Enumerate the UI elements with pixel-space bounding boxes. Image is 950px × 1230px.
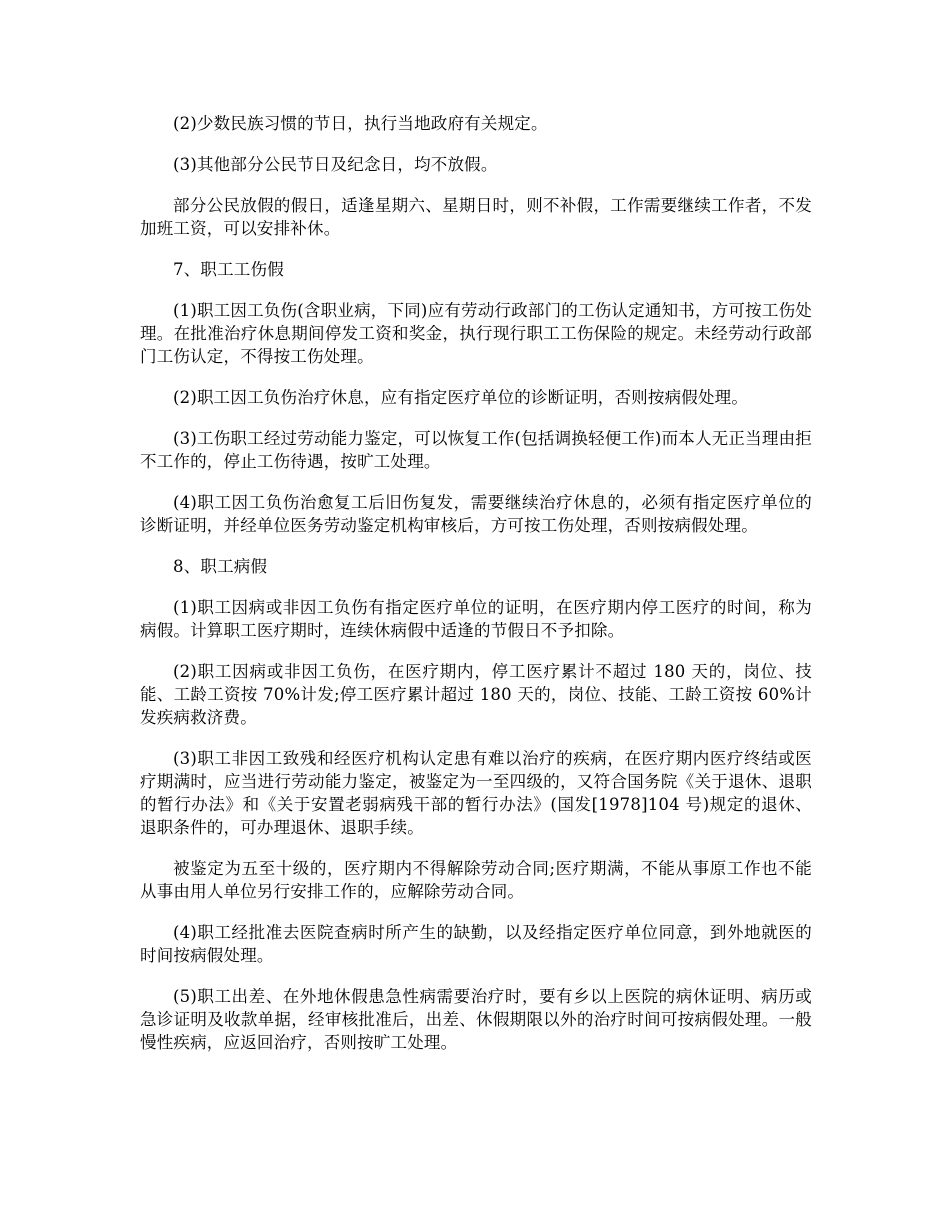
paragraph-1: (2)少数民族习惯的节日，执行当地政府有关规定。	[173, 114, 548, 133]
paragraph-14: (4)职工经批准去医院查病时所产生的缺勤，以及经指定医疗单位同意，到外地就医的时间按病假处理。	[140, 923, 812, 965]
paragraph-11: (2)职工因病或非因工负伤，在医疗期内，停工医疗累计不超过 180 天的，岗位、技能、工龄工资按 70%计发;停工医疗累计超过 180 天的，岗位、技能、工龄工资按 60%计发疾病救济费。	[140, 662, 812, 727]
paragraph-10: (1)职工因病或非因工负伤有指定医疗单位的证明，在医疗期内停工医疗的时间，称为病假。计算职工医疗期时，连续休病假中适逢的节假日不予扣除。	[140, 598, 812, 640]
paragraph-3: 部分公民放假的假日，适逢星期六、星期日时，则不补假，工作需要继续工作者，不发加班工资，可以安排补休。	[140, 196, 812, 238]
paragraph-8: (4)职工因工负伤治愈复工后旧伤复发，需要继续治疗休息的，必须有指定医疗单位的诊断证明，并经单位医务劳动鉴定机构审核后，方可按工伤处理，否则按病假处理。	[140, 493, 812, 535]
paragraph-13: 被鉴定为五至十级的，医疗期内不得解除劳动合同;医疗期满，不能从事原工作也不能从事由用人单位另行安排工作的，应解除劳动合同。	[140, 859, 812, 901]
section-heading-8: 8、职工病假	[173, 557, 268, 576]
section-heading-7: 7、职工工伤假	[173, 260, 284, 279]
paragraph-12: (3)职工非因工致残和经医疗机构认定患有难以治疗的疾病，在医疗期内医疗终结或医疗期满时，应当进行劳动能力鉴定，被鉴定为一至四级的，又符合国务院《关于退休、退职的暂行办法》和《关于安置老弱病残干部的暂行办法》(国发[1978]104 号)规定的退休、退职条件的，可办理退休、退职手续。	[140, 749, 812, 837]
paragraph-7: (3)工伤职工经过劳动能力鉴定，可以恢复工作(包括调换轻便工作)而本人无正当理由拒不工作的，停止工伤待遇，按旷工处理。	[140, 429, 812, 471]
paragraph-6: (2)职工因工负伤治疗休息，应有指定医疗单位的诊断证明，否则按病假处理。	[173, 388, 749, 407]
paragraph-2: (3)其他部分公民节日及纪念日，均不放假。	[173, 155, 498, 174]
paragraph-5: (1)职工因工负伤(含职业病，下同)应有劳动行政部门的工伤认定通知书，方可按工伤处理。在批准治疗休息期间停发工资和奖金，执行现行职工工伤保险的规定。未经劳动行政部门工伤认定，不得按工伤处理。	[140, 301, 812, 366]
paragraph-15: (5)职工出差、在外地休假患急性病需要治疗时，要有乡以上医院的病休证明、病历或急诊证明及收款单据，经审核批准后，出差、休假期限以外的治疗时间可按病假处理。一般慢性疾病，应返回治疗，否则按旷工处理。	[140, 987, 812, 1052]
document-body	[140, 112, 812, 1072]
